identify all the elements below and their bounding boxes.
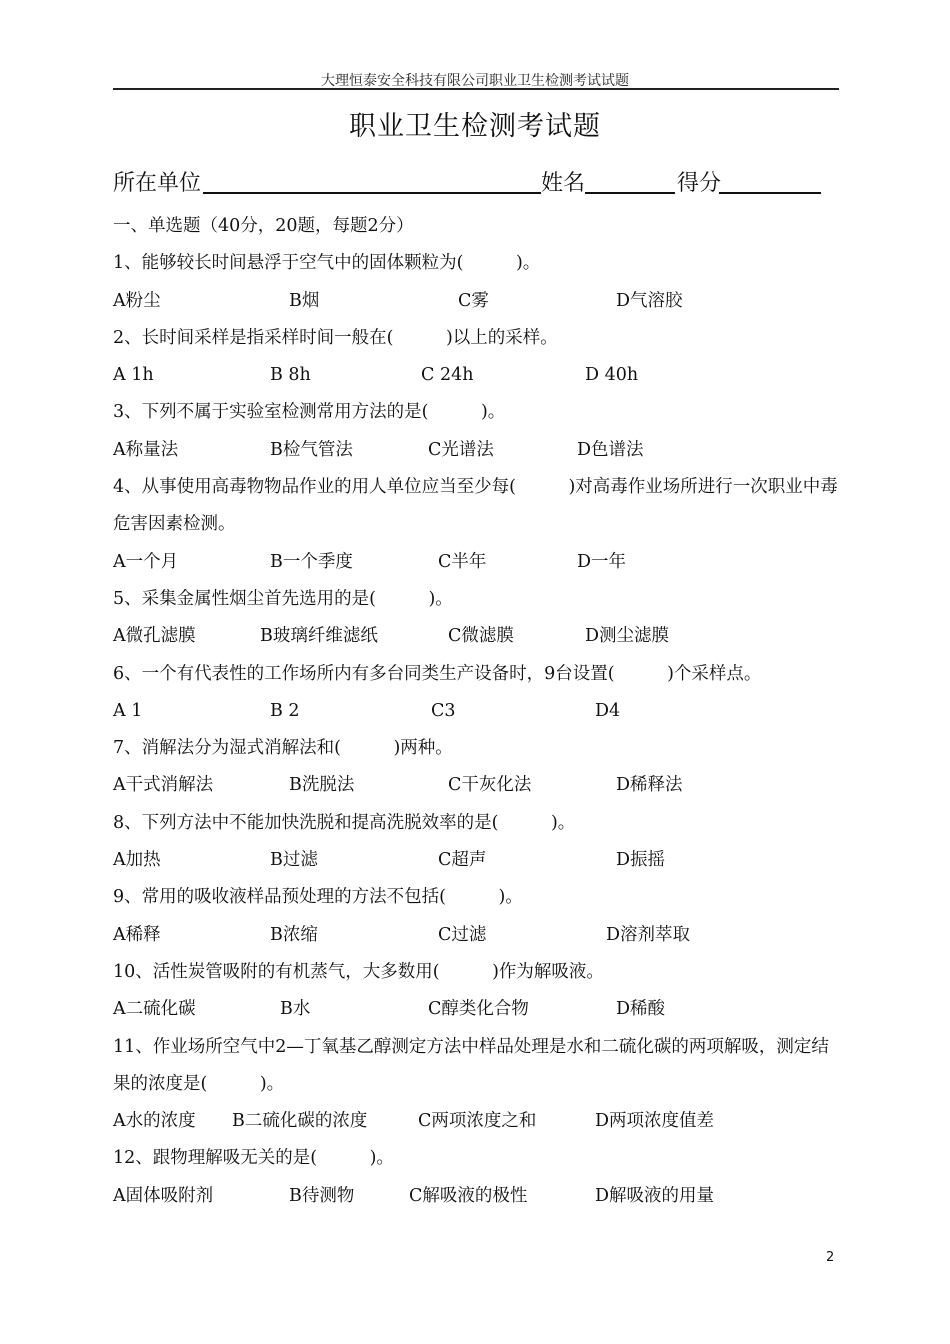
- option: D一年: [577, 551, 627, 572]
- option: B玻璃纤维滤纸: [260, 626, 378, 647]
- option: B待测物: [289, 1185, 355, 1206]
- option: C雾: [458, 290, 489, 311]
- name-field[interactable]: [585, 192, 675, 194]
- option: B二硫化碳的浓度: [232, 1111, 368, 1132]
- question-stem: 9、常用的吸收液样品预处理的方法不包括( )。: [113, 887, 523, 908]
- unit-field[interactable]: [203, 192, 541, 194]
- option: C 24h: [421, 365, 474, 386]
- option: C半年: [438, 551, 487, 572]
- form-row: [113, 164, 833, 200]
- page-number: 2: [826, 1250, 835, 1265]
- option-row: [113, 357, 843, 394]
- option: C光谱法: [428, 439, 494, 460]
- option-row: [113, 842, 843, 879]
- option: C过滤: [438, 924, 487, 945]
- question-stem: 4、从事使用高毒物物品作业的用人单位应当至少每( )对高毒作业场所进行一次职业中毒危害因素检测。: [113, 477, 838, 535]
- option: A粉尘: [113, 290, 161, 311]
- option: D4: [595, 700, 621, 721]
- option: B烟: [289, 290, 320, 311]
- option: B 8h: [270, 365, 311, 386]
- question-stem: 3、下列不属于实验室检测常用方法的是( )。: [113, 402, 506, 423]
- option: C两项浓度之和: [418, 1111, 537, 1132]
- option: B水: [280, 999, 311, 1020]
- question-stem: 10、活性炭管吸附的有机蒸气，大多数用( )作为解吸液。: [113, 961, 604, 982]
- option-row: [113, 1103, 843, 1140]
- option: D稀酸: [616, 999, 666, 1020]
- option: A称量法: [113, 439, 179, 460]
- option: B洗脱法: [289, 775, 355, 796]
- name-label: 姓名: [541, 171, 586, 196]
- option-row: [113, 544, 843, 581]
- option: D振摇: [616, 850, 666, 871]
- question-list: [113, 208, 843, 1215]
- option: D测尘滤膜: [585, 626, 670, 647]
- option: C解吸液的极性: [409, 1185, 528, 1206]
- section-heading: 一、单选题（40分，20题，每题2分）: [113, 216, 414, 236]
- option-row: [113, 283, 843, 320]
- option: C超声: [438, 850, 487, 871]
- question-stem: 2、长时间采样是指采样时间一般在( )以上的采样。: [113, 327, 558, 348]
- option: C醇类化合物: [428, 999, 529, 1020]
- score-field[interactable]: [719, 192, 821, 194]
- score-label: 得分: [677, 171, 722, 196]
- option-row: [113, 917, 843, 954]
- option-row: [113, 1178, 843, 1215]
- option: B一个季度: [270, 551, 353, 572]
- option-row: [113, 693, 843, 730]
- option: B 2: [270, 700, 300, 721]
- option: D气溶胶: [616, 290, 683, 311]
- page-title: 职业卫生检测考试题: [349, 111, 601, 142]
- option-row: [113, 767, 843, 804]
- option: A加热: [113, 850, 161, 871]
- header-rule: [113, 88, 839, 90]
- question-stem: 1、能够较长时间悬浮于空气中的固体颗粒为( )。: [113, 253, 541, 274]
- question-stem: 11、作业场所空气中2—丁氧基乙醇测定方法中样品处理是水和二硫化碳的两项解吸，测定结果的浓度是( )。: [113, 1036, 829, 1094]
- option: D两项浓度值差: [595, 1111, 715, 1132]
- question-stem: 12、跟物理解吸无关的是( )。: [113, 1148, 394, 1169]
- unit-label: 所在单位: [113, 171, 202, 196]
- option: B检气管法: [270, 439, 353, 460]
- option: C微滤膜: [448, 626, 514, 647]
- option: A微孔滤膜: [113, 626, 196, 647]
- document-header: 大理恒泰安全科技有限公司职业卫生检测考试试题: [321, 73, 629, 89]
- question-stem: 8、下列方法中不能加快洗脱和提高洗脱效率的是( )。: [113, 812, 576, 833]
- option: A固体吸附剂: [113, 1185, 214, 1206]
- option: A稀释: [113, 924, 161, 945]
- option-row: [113, 991, 843, 1028]
- option: D 40h: [585, 365, 639, 386]
- option: D溶剂萃取: [606, 924, 691, 945]
- option: D稀释法: [616, 775, 683, 796]
- option-row: [113, 618, 843, 655]
- option-row: [113, 432, 843, 469]
- question-stem: 7、消解法分为湿式消解法和( )两种。: [113, 738, 453, 759]
- option: C3: [431, 700, 456, 721]
- option: A一个月: [113, 551, 179, 572]
- option: A二硫化碳: [113, 999, 196, 1020]
- option: B过滤: [270, 850, 318, 871]
- option: D解吸液的用量: [595, 1185, 715, 1206]
- question-stem: 5、采集金属性烟尘首先选用的是( )。: [113, 588, 453, 609]
- question-stem: 6、一个有代表性的工作场所内有多台同类生产设备时，9台设置( )个采样点。: [113, 663, 762, 684]
- option: A水的浓度: [113, 1111, 196, 1132]
- option: A 1: [113, 700, 143, 721]
- option: D色谱法: [577, 439, 644, 460]
- option: B浓缩: [270, 924, 318, 945]
- option: A干式消解法: [113, 775, 214, 796]
- option: A 1h: [113, 365, 154, 386]
- option: C干灰化法: [448, 775, 532, 796]
